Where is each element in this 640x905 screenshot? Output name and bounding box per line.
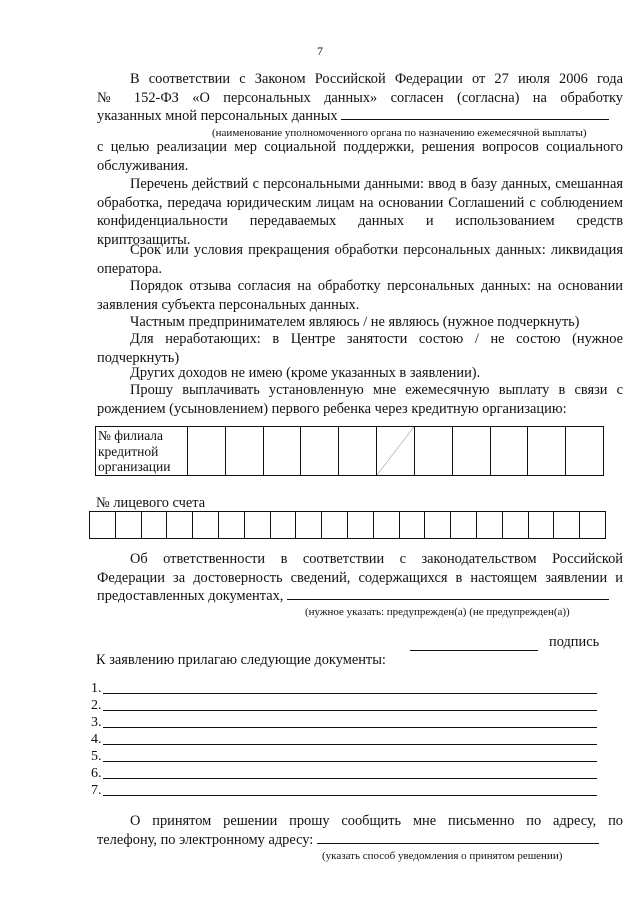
attachment-line[interactable] [103,795,598,796]
authority-field[interactable] [341,119,609,120]
account-cell[interactable] [400,512,426,538]
branch-cell[interactable] [453,427,491,475]
responsibility-line-1: Об ответственности в соответствии с законодательством Российской [130,551,623,567]
term-paragraph: Срок или условия прекращения обработки персональных данных: ликвидация оператора. [97,242,623,277]
account-cell[interactable] [348,512,374,538]
consent-rest: с целью реализации мер социальной поддержки, решения вопросов социального обслуживания. [97,139,623,174]
attachment-row[interactable] [91,765,597,782]
attachment-line[interactable] [103,778,598,779]
branch-cell[interactable] [264,427,302,475]
entrepreneur-line[interactable]: Частным предпринимателем являюсь / не являюсь (нужное подчеркнуть) [130,314,580,330]
notification-paragraph [97,812,623,849]
attachment-line[interactable] [103,744,598,745]
notification-line-2-text: телефону, по электронному адресу: [97,831,314,848]
attachments-title: К заявлению прилагаю следующие документы: [96,652,386,668]
branch-cell[interactable] [301,427,339,475]
attachment-number: 5. [91,749,102,764]
withdrawal-paragraph: Порядок отзыва согласия на обработку персональных данных: на основании заявления субъекта персональных данных. [97,278,623,313]
entrepreneur-block [97,313,623,332]
branch-cell[interactable] [339,427,377,475]
responsibility-line-2: Федерации за достоверность сведений, содержащихся в настоящем заявлении и [97,569,623,586]
branch-cell[interactable] [566,427,603,475]
account-cell[interactable] [554,512,580,538]
branch-cell-slashed [377,427,415,475]
page-number: 7 [317,44,323,58]
account-cell[interactable] [477,512,503,538]
account-cell[interactable] [219,512,245,538]
account-cell[interactable] [167,512,193,538]
consent-line-2: № 152-ФЗ «О персональных данных» согласен (согласна) на обработку [97,89,623,106]
account-cell[interactable] [193,512,219,538]
term-block [97,241,623,278]
unemployed-block [97,330,623,367]
branch-number-grid [95,426,604,476]
attachment-number: 1. [91,681,102,696]
consent-rest-block [97,138,623,175]
consent-paragraph [97,70,623,126]
notification-method-field[interactable] [317,843,599,844]
account-label: № лицевого счета [96,495,206,511]
attachment-row[interactable] [91,731,597,748]
responsibility-line-3-text: предоставленных документах, [97,588,284,604]
attachment-row[interactable] [91,680,597,697]
responsibility-paragraph [97,550,623,606]
income-block [97,364,623,383]
account-cell[interactable] [529,512,555,538]
signature-field[interactable] [410,650,538,651]
account-cell[interactable] [90,512,116,538]
account-cell[interactable] [116,512,142,538]
account-cell[interactable] [322,512,348,538]
account-cell[interactable] [296,512,322,538]
branch-cell[interactable] [528,427,566,475]
branch-cell[interactable] [415,427,453,475]
account-cell[interactable] [451,512,477,538]
consent-line-1: В соответствии с Законом Российской Федерации от 27 июля 2006 года [130,71,623,87]
payment-block [97,381,623,418]
responsibility-line-3 [97,587,623,606]
account-cell[interactable] [245,512,271,538]
warning-caption: (нужное указать: предупрежден(а) (не предупрежден(а)) [305,606,570,618]
notification-caption: (указать способ уведомления о принятом решении) [322,850,563,862]
income-line: Других доходов не имею (кроме указанных в заявлении). [130,365,481,381]
account-number-grid [89,511,606,539]
withdrawal-block [97,277,623,314]
warning-field[interactable] [287,599,609,600]
slash-mark [377,427,414,475]
attachment-line[interactable] [103,710,598,711]
attachment-number: 7. [91,783,102,798]
attachment-row[interactable] [91,714,597,731]
account-cell[interactable] [580,512,605,538]
actions-paragraph: Перечень действий с персональными данными: ввод в базу данных, смешанная обработка, передача юридическим лицам на основании Соглашений с соблюдением конфиденциальности передаваемых данных и использованием средств криптозащиты. [97,176,623,248]
account-cell[interactable] [425,512,451,538]
payment-paragraph: Прошу выплачивать установленную мне ежемесячную выплату в связи с рождением (усыновлением) первого ребенка через кредитную организацию: [97,382,623,417]
attachment-line[interactable] [103,761,598,762]
attachment-number: 3. [91,715,102,730]
branch-label: № филиала кредитной организации [96,427,188,475]
account-cell[interactable] [142,512,168,538]
account-cell[interactable] [503,512,529,538]
attachment-number: 2. [91,698,102,713]
attachment-row[interactable] [91,748,597,765]
account-cell[interactable] [374,512,400,538]
consent-line-3 [97,107,623,126]
attachment-number: 4. [91,732,102,747]
branch-cell[interactable] [188,427,226,475]
consent-line-3-text: указанных мной персональных данных [97,108,338,124]
notification-line-2 [97,831,623,850]
signature-label: подпись [549,634,600,650]
attachment-number: 6. [91,766,102,781]
unemployed-line[interactable]: Для неработающих: в Центре занятости состою / не состою (нужное подчеркнуть) [97,331,623,366]
notification-line-1: О принятом решении прошу сообщить мне письменно по адресу, по [130,813,623,829]
branch-cell[interactable] [491,427,529,475]
attachment-line[interactable] [103,693,598,694]
attachment-row[interactable] [91,697,597,714]
attachment-row[interactable] [91,782,597,799]
actions-block [97,175,623,249]
authority-caption: (наименование уполномоченного органа по назначению ежемесячной выплаты) [212,127,587,139]
branch-cell[interactable] [226,427,264,475]
attachment-line[interactable] [103,727,598,728]
account-cell[interactable] [271,512,297,538]
